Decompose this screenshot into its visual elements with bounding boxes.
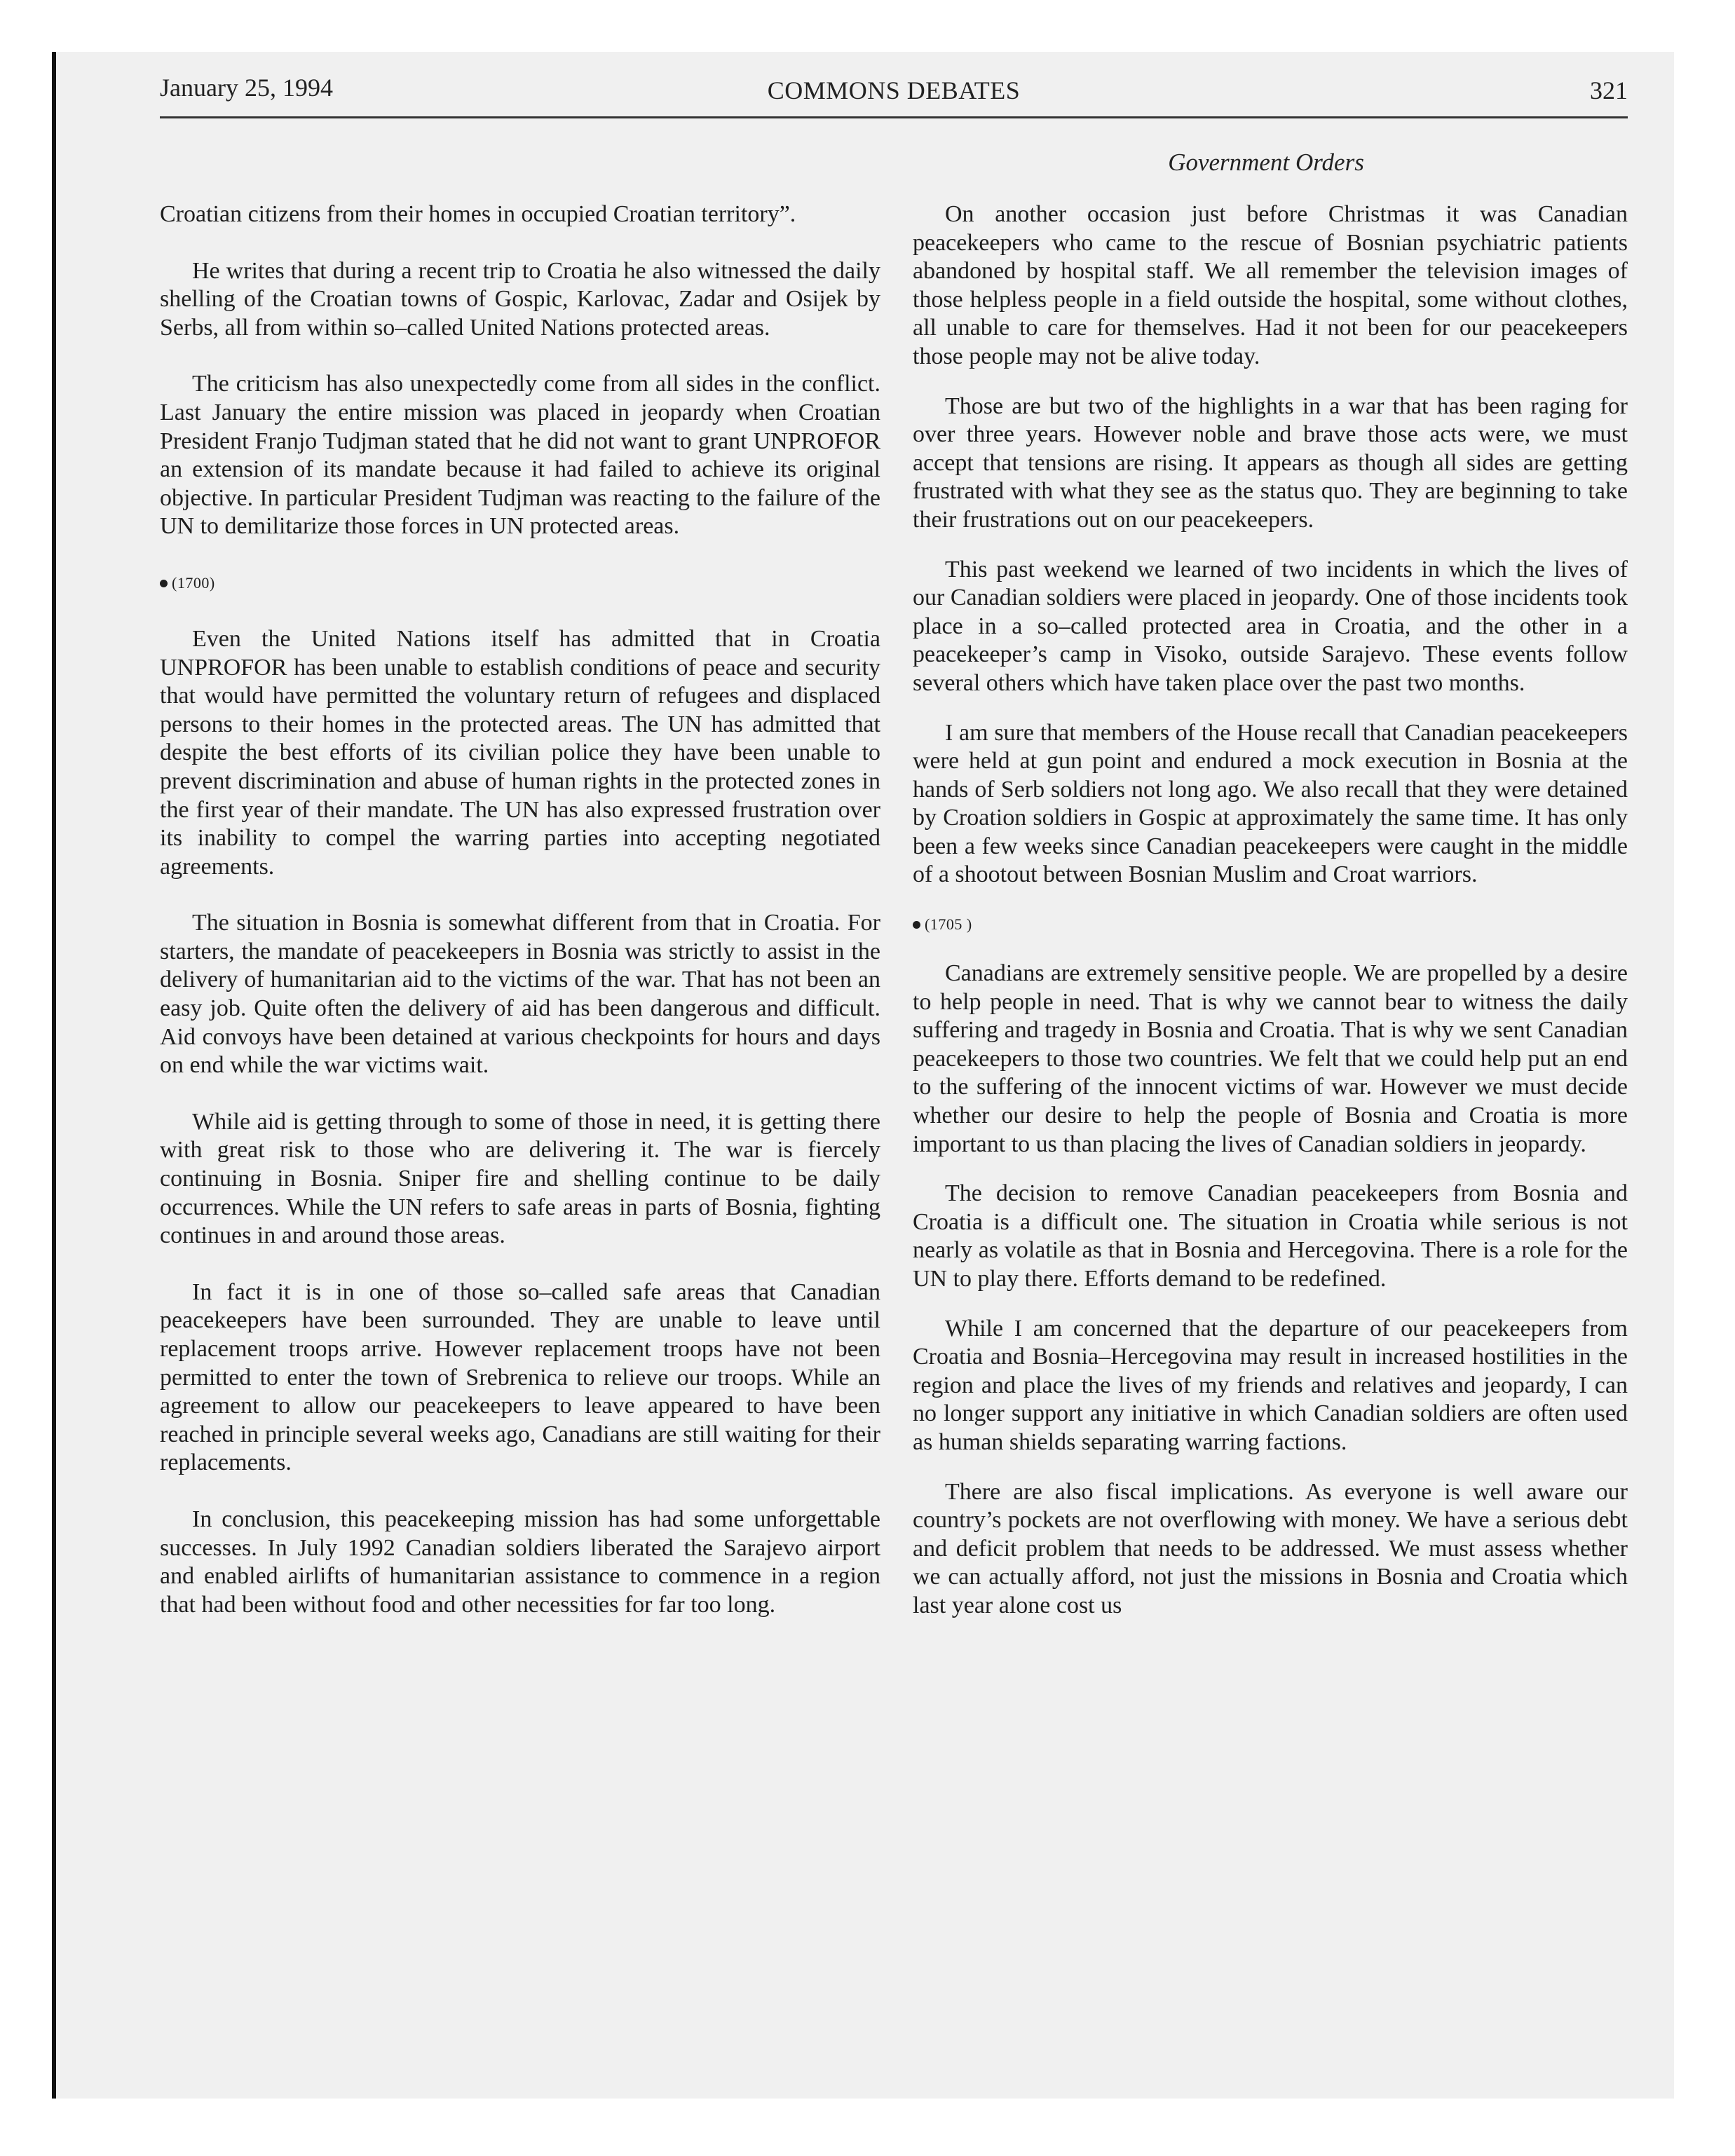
paragraph: The decision to remove Canadian peacekeepers from Bosnia and Croatia is a difficult one. The situation in Croatia while serious is not nearly as volatile as that in Bosnia and Hercegovina. There is a role for the UN to play there. Efforts demand to be redefined. [913,1180,1628,1292]
paragraph: The criticism has also unexpectedly come from all sides in the conflict. Last January the entire mission was placed in jeopardy when Croatian President Franjo Tudjman stated that he did not want to grant UNPROFOR an extension of its mandate because it had failed to achieve its original objective. In particular President Tudjman was reacting to the failure of the UN to demilitarize those forces in UN protected areas. [160,371,880,540]
time-marker [160,569,880,597]
left-column [160,200,880,1647]
paragraph: Even the United Nations itself has admitted that in Croatia UNPROFOR has been unable to establish conditions of peace and security that would have permitted the voluntary return of refugees and displaced persons to their homes in the protected areas. The UN has admitted that despite the best efforts of its civilian police they have been unable to prevent discrimination and abuse of human rights in the protected zones in the first year of their mandate. The UN has also expressed frustration over its inability to compel the warring parties into accepting negotiated agreements. [160,625,880,880]
header-date: January 25, 1994 [160,74,333,102]
running-header [160,73,1628,118]
header-page-number: 321 [1590,76,1628,104]
bullet-icon [160,580,168,587]
paragraph: In fact it is in one of those so–called safe areas that Canadian peacekeepers have been surrounded. They are unable to leave until replacement troops arrive. However replacement troops have not been permitted to enter the town of Srebrenica to relieve our troops. While an agreement to allow our peacekeepers to leave appeared to have been reached in principle several weeks ago, Canadians are still waiting for their replacements. [160,1278,880,1476]
right-column [913,200,1628,1642]
paragraph: He writes that during a recent trip to Croatia he also witnessed the daily shelling of the Croatian towns of Gospic, Karlovac, Zadar and Osijek by Serbs, all from within so–called United Nations protected areas. [160,257,880,341]
time-marker-label: (1700) [172,573,215,592]
section-label: Government Orders [1168,149,1364,176]
paragraph: This past weekend we learned of two incidents in which the lives of our Canadian soldiers were placed in jeopardy. One of those incidents took place in a so–called protected area in Croatia, and the other in a peacekeeper’s camp in Visoko, outside Sarajevo. These events follow several others which have taken place over the past two months. [913,556,1628,696]
paragraph: While I am concerned that the departure of our peacekeepers from Croatia and Bosnia–Hercegovina may result in increased hostilities in the region and place the lives of my friends and relatives and jeopardy, I can no longer support any initiative in which Canadian soldiers are often used as human shields separating warring factions. [913,1315,1628,1455]
bullet-icon [913,921,920,929]
paragraph: There are also fiscal implications. As everyone is well aware our country’s pockets are not overflowing with money. We have a serious debt and deficit problem that needs to be addressed. We must assess whether we can actually afford, not just the missions in Bosnia and Croatia which last year alone cost us [913,1478,1628,1618]
paragraph: Croatian citizens from their homes in occupied Croatian territory”. [160,201,796,227]
time-marker-label: (1705 ) [925,915,972,934]
time-marker [913,910,1628,939]
paragraph: While aid is getting through to some of those in need, it is getting there with great risk to those who are delivering it. The war is fiercely continuing in Bosnia. Sniper fire and shelling continue to be daily occurrences. While the UN refers to safe areas in parts of Bosnia, fighting continues in and around those areas. [160,1108,880,1249]
paragraph: On another occasion just before Christmas it was Canadian peacekeepers who came to the rescue of Bosnian psychiatric patients abandoned by hospital staff. We all remember the television images of those helpless people in a field outside the hospital, some without clothes, all unable to care for themselves. Had it not been for our peacekeepers those people may not be alive today. [913,201,1628,369]
header-title: COMMONS DEBATES [767,76,1021,104]
paragraph: Those are but two of the highlights in a war that has been raging for over three years. However noble and brave those acts were, we must accept that tensions are rising. It appears as though all sides are getting frustrated with what they see as the status quo. They are beginning to take their frustrations out on our peacekeepers. [913,393,1628,533]
header-rule [160,116,1628,118]
paragraph: Canadians are extremely sensitive people. We are propelled by a desire to help people in need. That is why we cannot bear to witness the daily suffering and tragedy in Bosnia and Croatia. That is why we sent Canadian peacekeepers to those two countries. We felt that we could help put an end to the suffering of the innocent victims of war. However we must decide whether our desire to help the people of Bosnia and Croatia is more important to us than placing the lives of Canadian soldiers in jeopardy. [913,960,1628,1157]
paragraph: I am sure that members of the House recall that Canadian peacekeepers were held at gun point and endured a mock execution in Bosnia at the hands of Serb soldiers not long ago. We also recall that they were detained by Croation soldiers in Gospic at approximately the same time. It has only been a few weeks since Canadian peacekeepers were caught in the middle of a shootout between Bosnian Muslim and Croat warriors. [913,719,1628,888]
page-binding-edge [52,52,56,2099]
paragraph: The situation in Bosnia is somewhat different from that in Croatia. For starters, the mandate of peacekeepers in Bosnia was strictly to assist in the delivery of humanitarian aid to the victims of the war. That has not been an easy job. Quite often the delivery of aid has been dangerous and difficult. Aid convoys have been detained at various checkpoints for hours and days on end while the war victims wait. [160,910,880,1079]
paragraph: In conclusion, this peacekeeping mission has had some unforgettable successes. In July 1992 Canadian soldiers liberated the Sarajevo airport and enabled airlifts of humanitarian assistance to commence in a region that had been without food and other necessities for far too long. [160,1506,880,1618]
